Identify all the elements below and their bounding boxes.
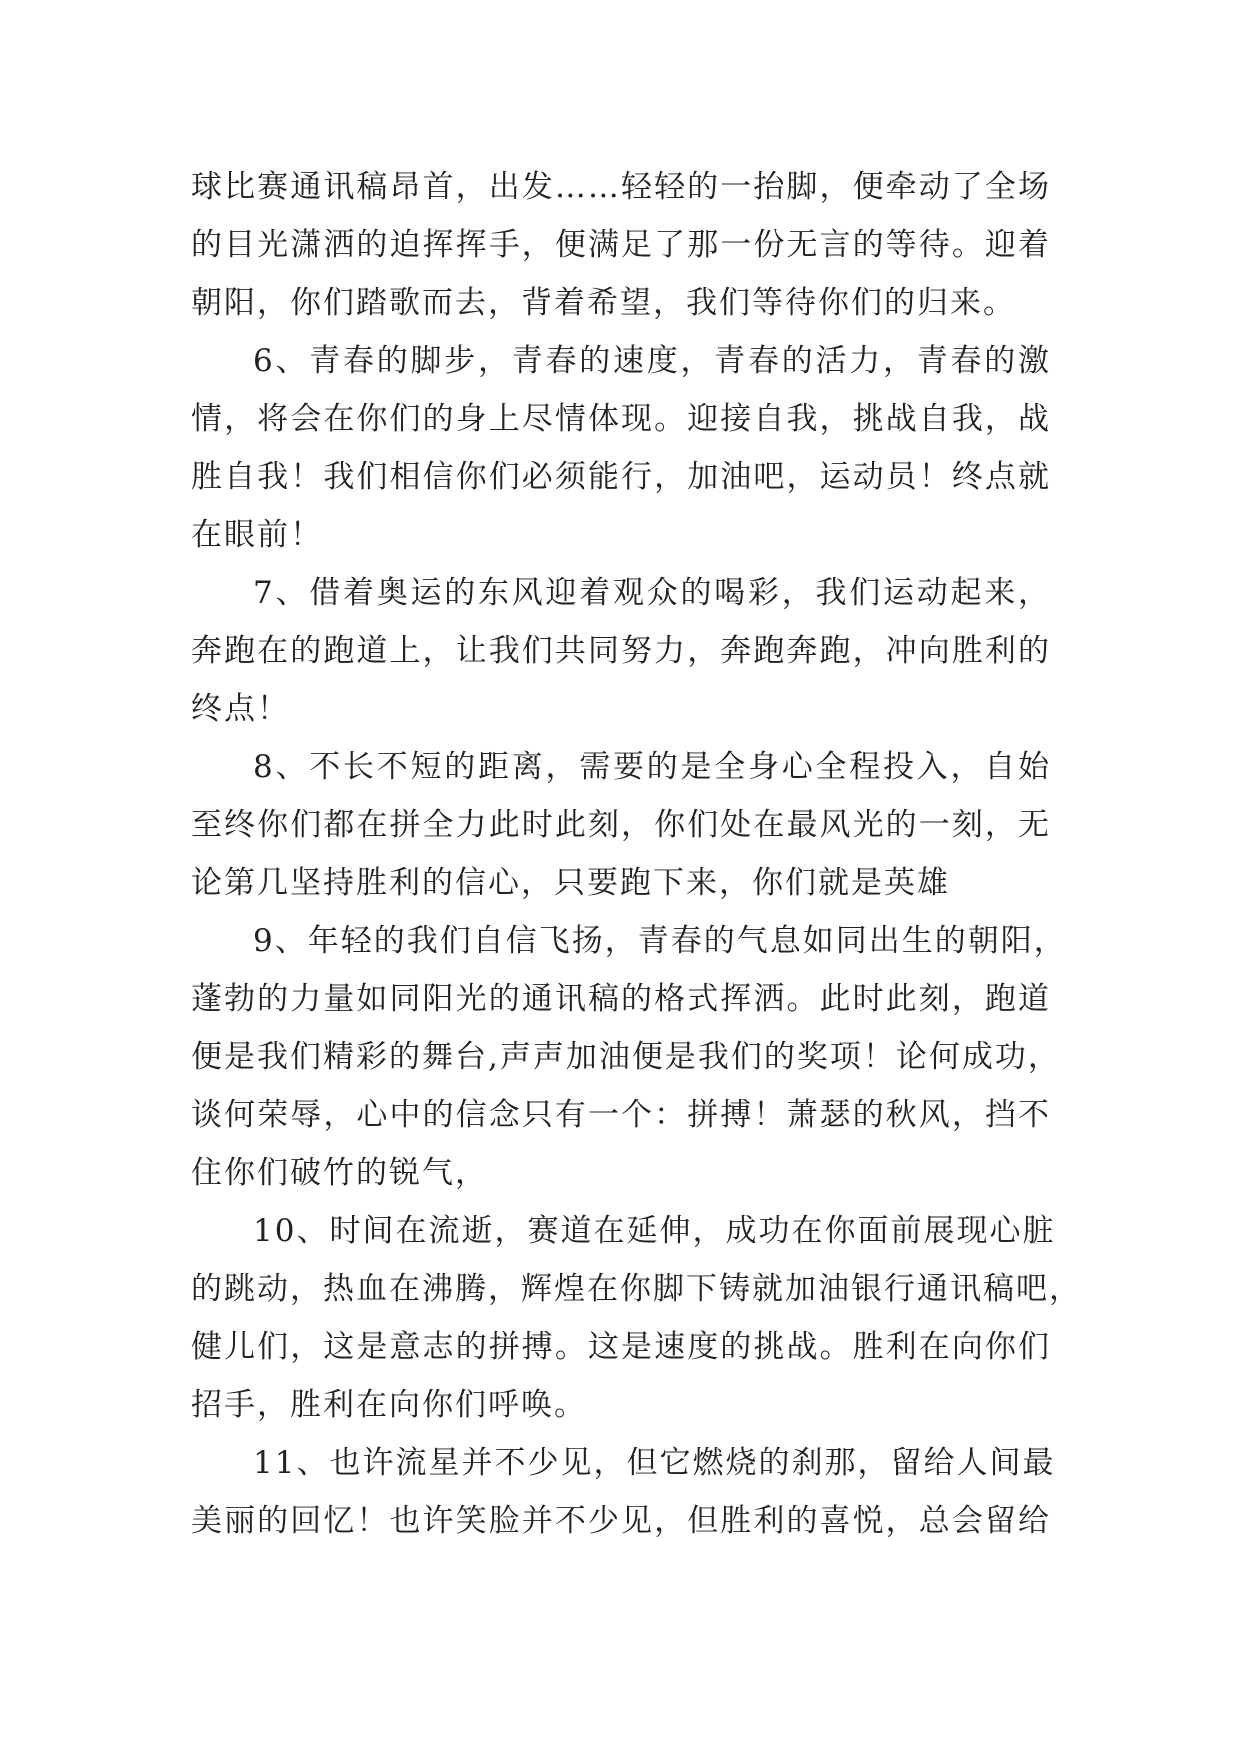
text-line: 的跳动，热血在沸腾，辉煌在你脚下铸就加油银行通讯稿吧， — [191, 1271, 1082, 1307]
text-line: 至终你们都在拼全力此时此刻，你们处在最风光的一刻，无 — [191, 807, 1051, 843]
paragraph-10-start: 10、时间在流逝，赛道在延伸，成功在你面前展现心脏 — [253, 1213, 1056, 1249]
text-line: 住你们破竹的锐气， — [191, 1155, 488, 1191]
paragraph-6-start: 6、青春的脚步，青春的速度，青春的活力，青春的激 — [253, 343, 1051, 379]
text-line: 的目光潇洒的迫挥挥手，便满足了那一份无言的等待。迎着 — [191, 227, 1051, 263]
paragraph-9-start: 9、年轻的我们自信飞扬，青春的气息如同出生的朝阳， — [253, 923, 1067, 959]
text-line: 蓬勃的力量如同阳光的通讯稿的格式挥洒。此时此刻，跑道 — [191, 981, 1051, 1017]
text-line: 健儿们，这是意志的拼搏。这是速度的挑战。胜利在向你们 — [191, 1329, 1051, 1365]
text-line: 朝阳，你们踏歌而去，背着希望，我们等待你们的归来。 — [191, 285, 1016, 321]
text-line: 便是我们精彩的舞台,声声加油便是我们的奖项！论何成功， — [191, 1039, 1061, 1075]
text-line: 谈何荣辱，心中的信念只有一个：拼搏！萧瑟的秋风，挡不 — [191, 1097, 1051, 1133]
text-line: 终点！ — [191, 691, 290, 727]
text-line: 情，将会在你们的身上尽情体现。迎接自我，挑战自我，战 — [191, 401, 1051, 437]
text-line: 球比赛通讯稿昂首，出发……轻轻的一抬脚，便牵动了全场 — [191, 169, 1051, 205]
text-line: 美丽的回忆！也许笑脸并不少见，但胜利的喜悦，总会留给 — [191, 1503, 1051, 1539]
document-body — [191, 158, 1082, 1550]
paragraph-8-start: 8、不长不短的距离，需要的是全身心全程投入，自始 — [253, 749, 1051, 785]
text-line: 胜自我！我们相信你们必须能行，加油吧，运动员！终点就 — [191, 459, 1051, 495]
paragraph-7-start: 7、借着奥运的东风迎着观众的喝彩，我们运动起来， — [253, 575, 1051, 611]
text-line: 奔跑在的跑道上，让我们共同努力，奔跑奔跑，冲向胜利的 — [191, 633, 1051, 669]
text-line: 在眼前！ — [191, 517, 323, 553]
paragraph-11-start: 11、也许流星并不少见，但它燃烧的刹那，留给人间最 — [253, 1445, 1056, 1481]
text-line: 招手，胜利在向你们呼唤。 — [191, 1387, 587, 1423]
text-line: 论第几坚持胜利的信心，只要跑下来，你们就是英雄 — [191, 865, 950, 901]
